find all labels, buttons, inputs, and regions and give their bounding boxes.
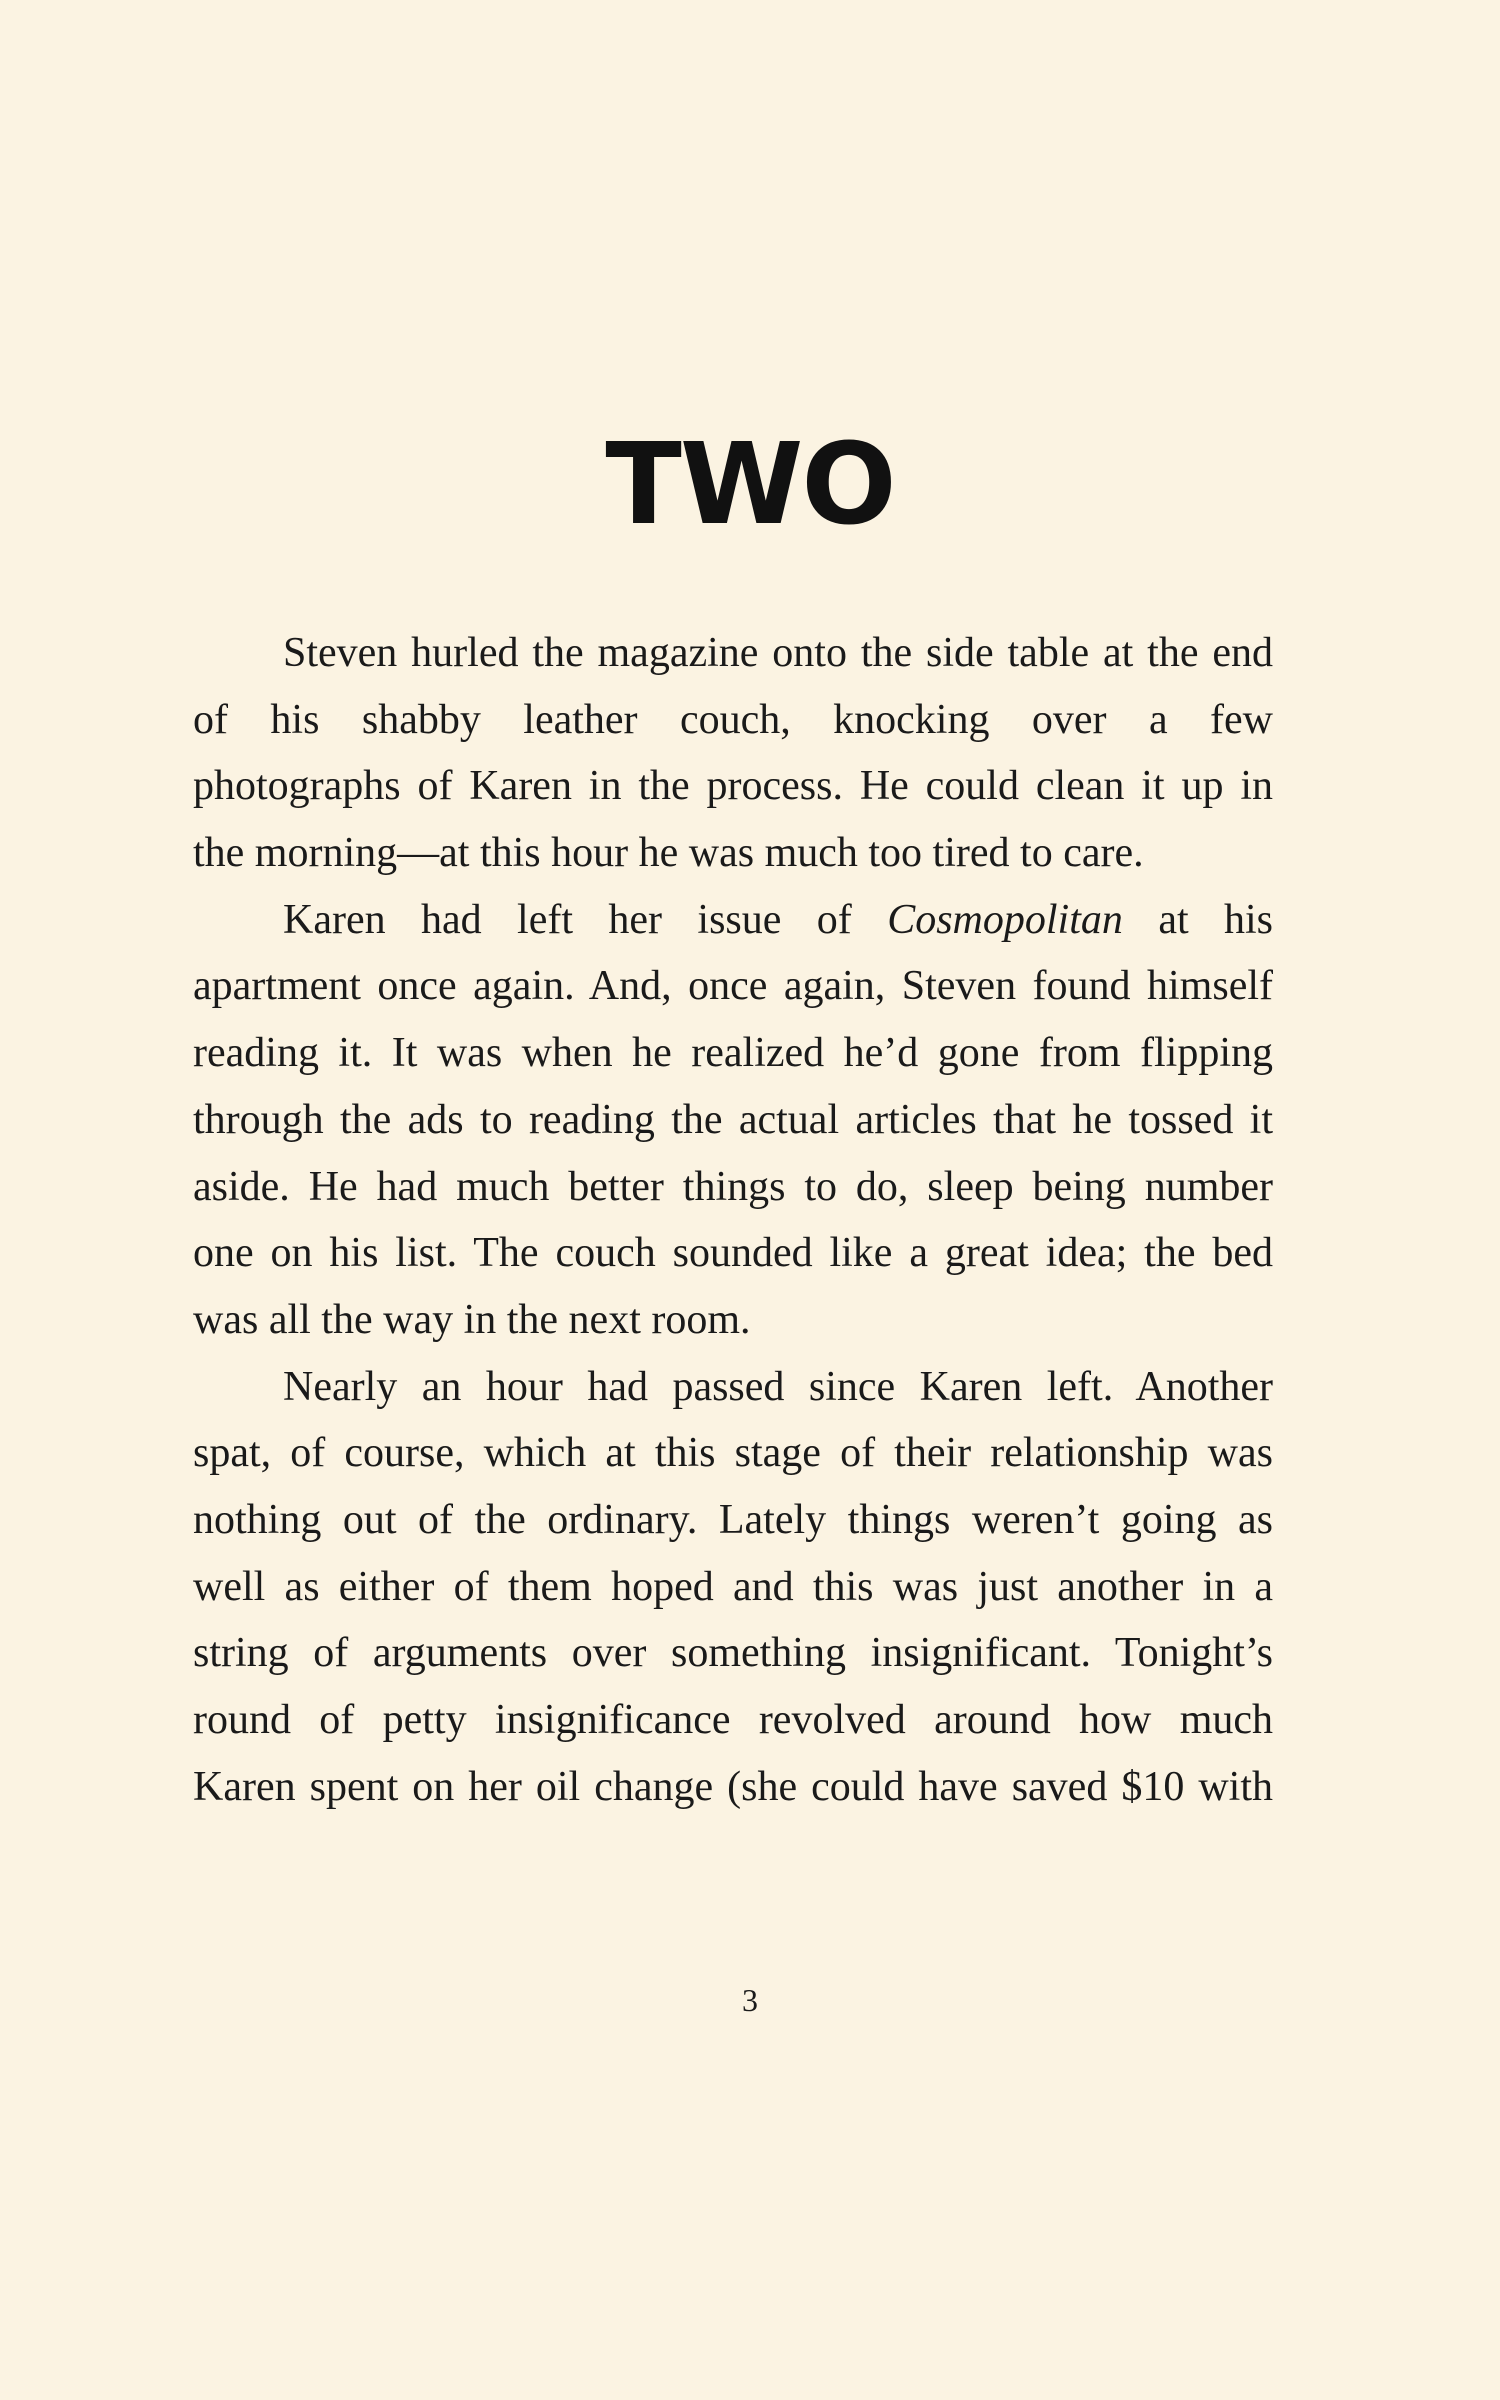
paragraph-2-line-7: was all the way in the next room.	[193, 1296, 751, 1343]
paragraph-3-line-7: Karen spent on her oil change (she could have saved $10 with	[193, 1763, 1273, 1810]
chapter-title: TWO	[605, 420, 895, 550]
paragraph-3-line-5: string of arguments over something insignificant. Tonight’s	[193, 1630, 1273, 1677]
paragraph-2-line-4: through the ads to reading the actual articles that he tossed it	[193, 1096, 1273, 1143]
paragraph-3-line-4: well as either of them hoped and this was just another in a	[193, 1563, 1273, 1610]
paragraph-1-line-1: Steven hurled the magazine onto the side table at the end	[283, 630, 1273, 676]
paragraph-2-line-1	[193, 887, 1273, 954]
paragraph-3-line-2: spat, of course, which at this stage of their relationship was	[193, 1430, 1273, 1477]
paragraph-2-line-5: aside. He had much better things to do, sleep being number	[193, 1163, 1273, 1210]
paragraph-1-line-2: of his shabby leather couch, knocking over a few	[193, 696, 1273, 743]
paragraph-2-line-1-after: at his	[1158, 896, 1274, 943]
page-number: 3	[742, 1982, 758, 2018]
body-text	[193, 620, 1273, 1820]
paragraph-2-line-2: apartment once again. And, once again, Steven found himself	[193, 963, 1273, 1010]
paragraph-3-line-3: nothing out of the ordinary. Lately things weren’t going as	[193, 1496, 1273, 1543]
paragraph-2-line-3: reading it. It was when he realized he’d gone from flipping	[193, 1030, 1273, 1077]
paragraph-2-line-1-before: Karen had left her issue of	[283, 896, 852, 943]
paragraph-3-line-6: round of petty insignificance revolved around how much	[193, 1697, 1273, 1743]
paragraph-3-line-1: Nearly an hour had passed since Karen left. Another	[283, 1363, 1273, 1410]
paragraph-1-line-4: the morning—at this hour he was much too tired to care.	[193, 830, 1144, 877]
magazine-title: Cosmopolitan	[887, 896, 1123, 943]
paragraph-1-line-3: photographs of Karen in the process. He could clean it up in	[193, 763, 1273, 810]
paragraph-2-line-6: one on his list. The couch sounded like a great idea; the bed	[193, 1230, 1273, 1277]
